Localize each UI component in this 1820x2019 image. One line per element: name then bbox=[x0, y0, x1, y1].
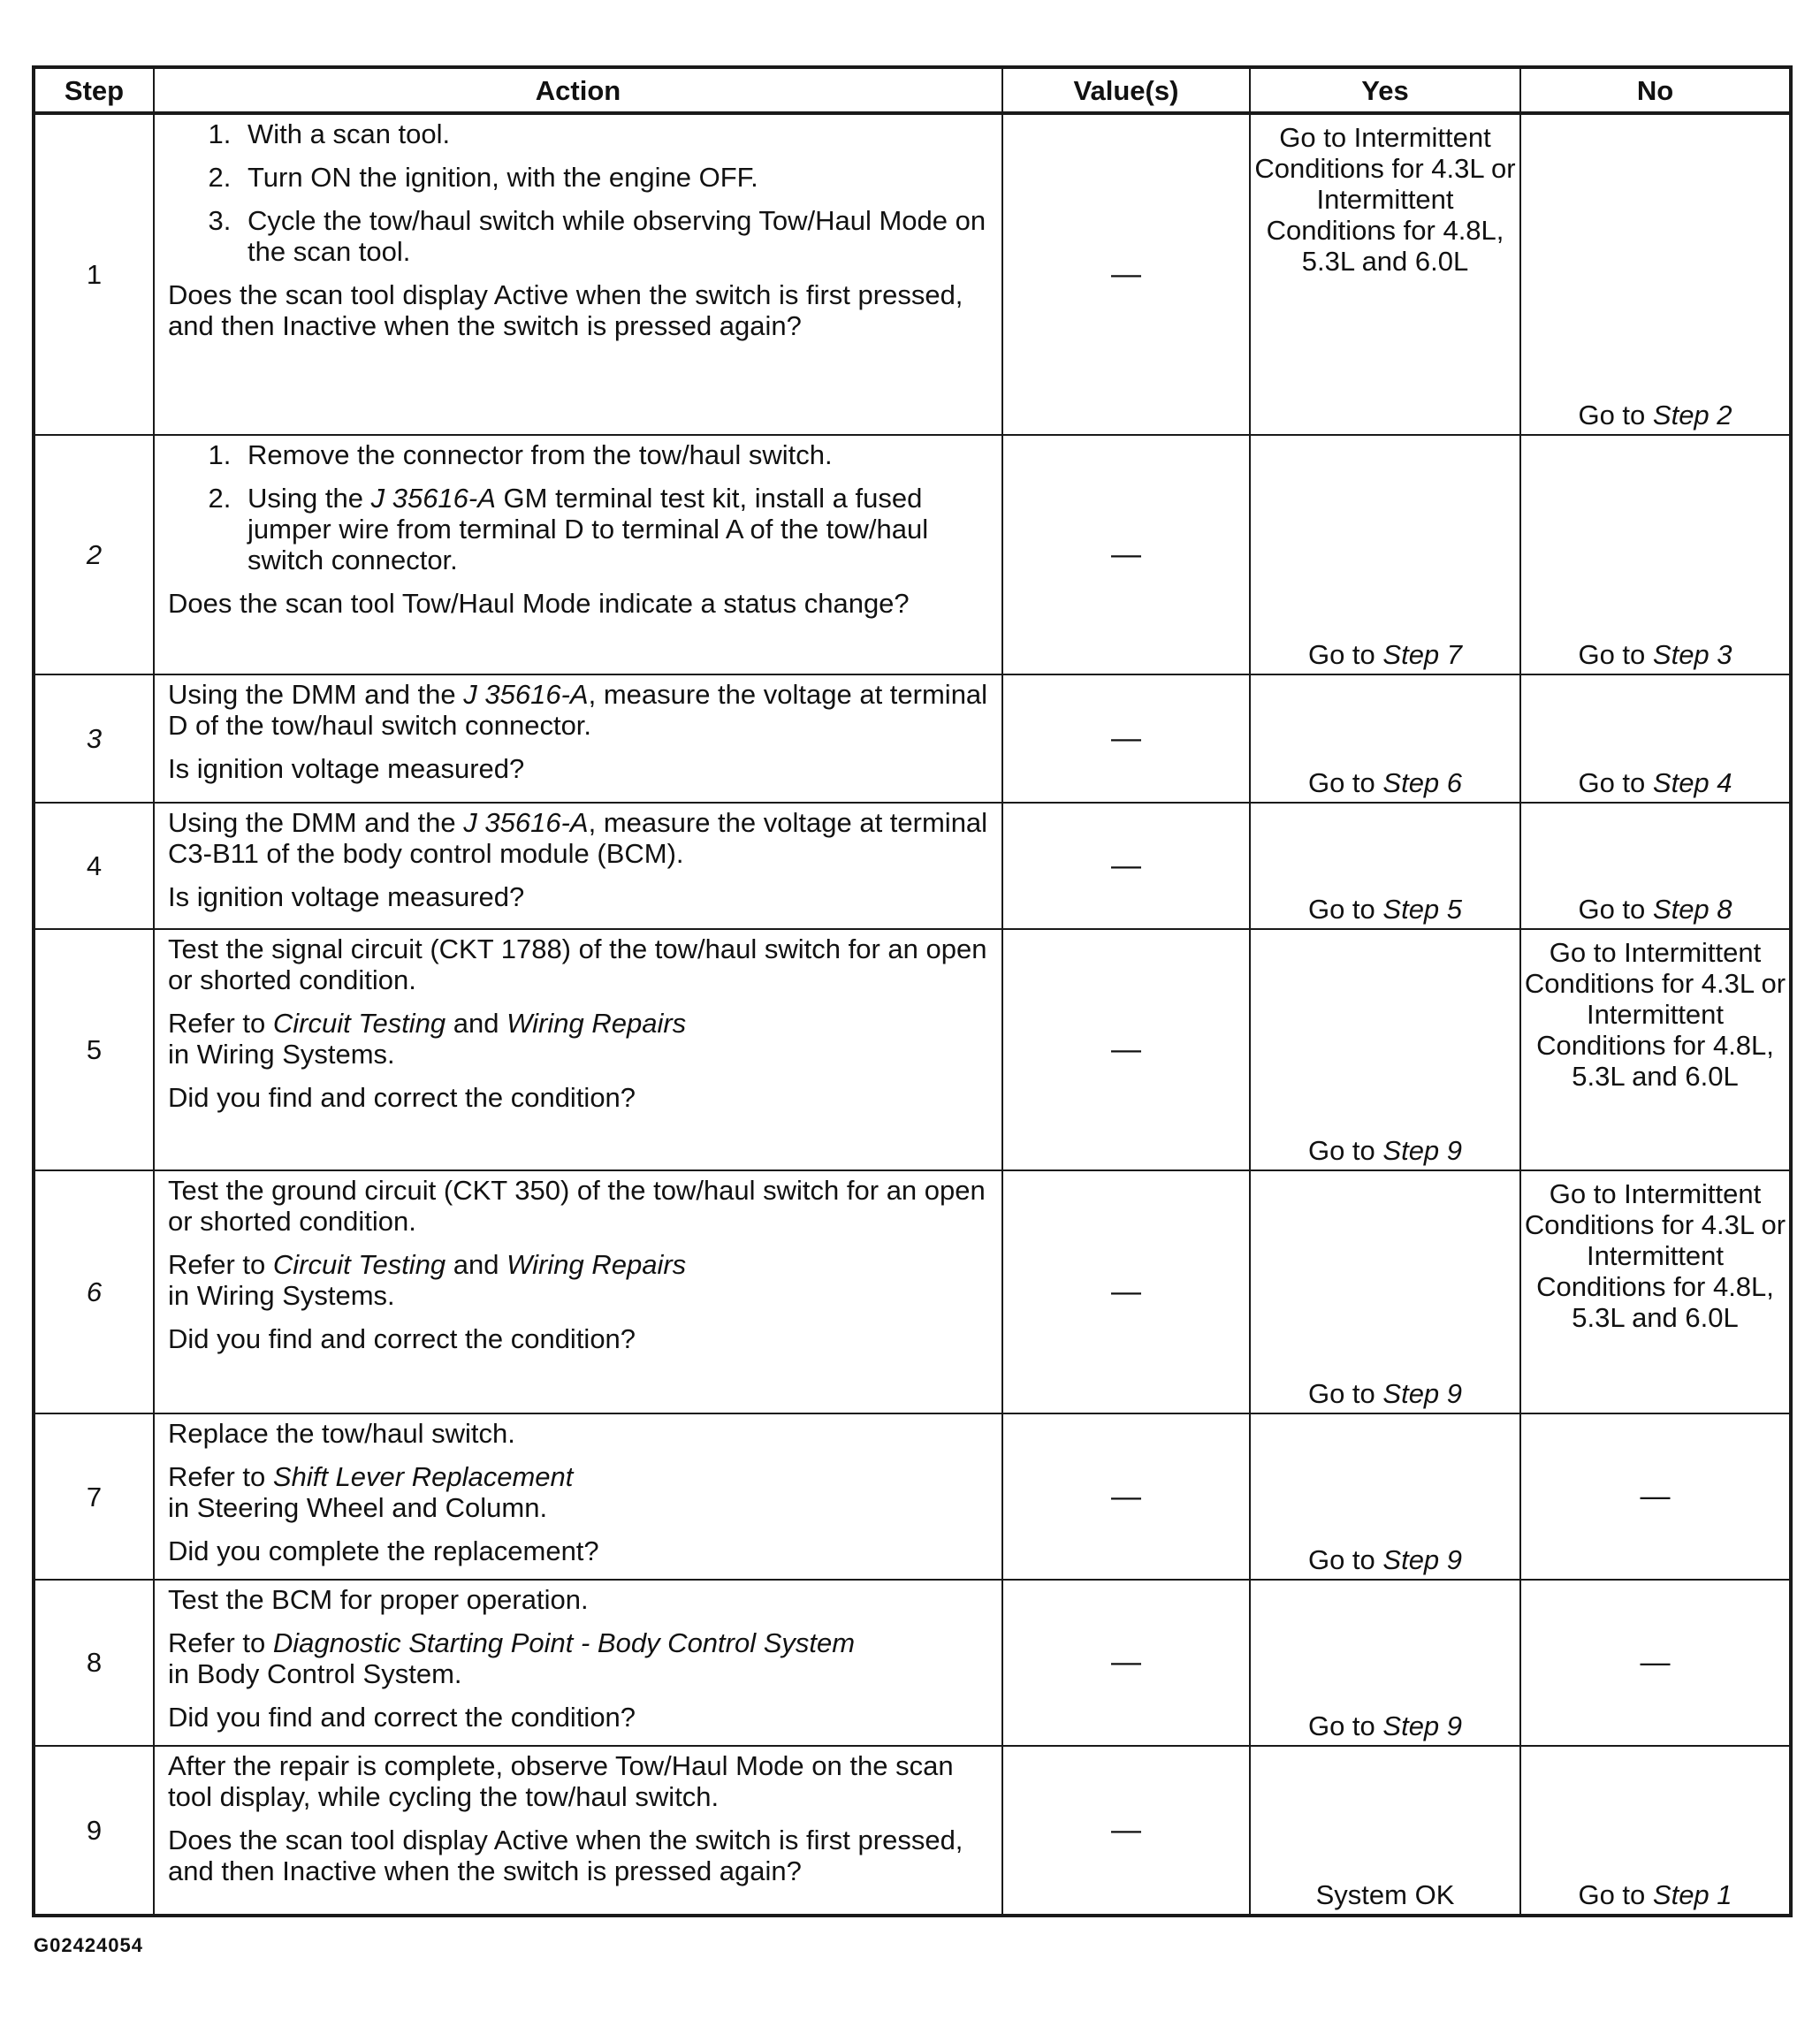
step-number: 8 bbox=[34, 1580, 154, 1746]
doc-reference: Shift Lever Replacement bbox=[272, 1461, 574, 1493]
yes-instruction: Go to Step 9 bbox=[1307, 1135, 1463, 1167]
doc-reference: Diagnostic Starting Point - Body Control System bbox=[272, 1627, 856, 1659]
table-row bbox=[34, 929, 1791, 1170]
step-link: Step 6 bbox=[1382, 767, 1463, 798]
step-number: 2 bbox=[34, 435, 154, 674]
doc-reference: Circuit Testing bbox=[272, 1008, 446, 1040]
no-cell bbox=[1520, 674, 1791, 803]
step-link: Step 7 bbox=[1382, 638, 1463, 670]
no-instruction: Go to Step 4 bbox=[1578, 767, 1732, 798]
no-instruction: — bbox=[1640, 1645, 1671, 1680]
value-cell: — bbox=[1002, 803, 1250, 929]
question-text: Did you complete the replacement? bbox=[168, 1535, 599, 1567]
no-cell bbox=[1520, 1413, 1791, 1580]
yes-cell bbox=[1250, 113, 1520, 435]
step-link: Step 9 bbox=[1382, 1135, 1463, 1167]
yes-cell bbox=[1250, 929, 1520, 1170]
step-number: 6 bbox=[34, 1170, 154, 1413]
tool-reference: J 35616-A bbox=[463, 807, 589, 838]
step-link: Step 2 bbox=[1652, 399, 1732, 430]
table-row bbox=[34, 1413, 1791, 1580]
header-step: Step bbox=[34, 67, 154, 113]
value-cell: — bbox=[1002, 1413, 1250, 1580]
action-text: Replace the tow/haul switch. bbox=[168, 1418, 515, 1450]
doc-reference: Wiring Repairs bbox=[506, 1008, 687, 1040]
action-cell bbox=[154, 929, 1002, 1170]
step-link: Step 1 bbox=[1652, 1879, 1732, 1910]
question-text: Does the scan tool display Active when the switch is first pressed, and then Inactive when the switch is pressed again? bbox=[168, 1824, 963, 1886]
yes-cell bbox=[1250, 1580, 1520, 1746]
header-values: Value(s) bbox=[1002, 67, 1250, 113]
value-cell: — bbox=[1002, 1580, 1250, 1746]
yes-cell bbox=[1250, 1413, 1520, 1580]
yes-instruction: Go to Step 7 bbox=[1307, 638, 1463, 670]
action-list bbox=[168, 118, 991, 267]
action-cell bbox=[154, 674, 1002, 803]
step-number: 1 bbox=[34, 113, 154, 435]
step-number: 3 bbox=[34, 674, 154, 803]
action-text: Test the BCM for proper operation. bbox=[168, 1584, 589, 1616]
yes-instruction: Go to Intermittent Conditions for 4.3L or Intermittent Conditions for 4.8L, 5.3L and 6.0L bbox=[1254, 122, 1516, 277]
no-instruction: Go to Step 2 bbox=[1578, 399, 1732, 430]
action-cell bbox=[154, 1170, 1002, 1413]
action-text: Using the DMM and the J 35616-A, measure the voltage at terminal C3-B11 of the body control module (BCM). bbox=[168, 807, 988, 869]
question-text: Did you find and correct the condition? bbox=[168, 1082, 636, 1114]
header-yes: Yes bbox=[1250, 67, 1520, 113]
no-cell bbox=[1520, 1580, 1791, 1746]
action-cell bbox=[154, 1580, 1002, 1746]
no-instruction: Go to Intermittent Conditions for 4.3L or Intermittent Conditions for 4.8L, 5.3L and 6.0L bbox=[1524, 937, 1786, 1093]
table-row bbox=[34, 1170, 1791, 1413]
refer-text: Refer to Circuit Testing and Wiring Repairs in Wiring Systems. bbox=[168, 1249, 687, 1312]
step-link: Step 9 bbox=[1382, 1710, 1463, 1741]
no-cell bbox=[1520, 803, 1791, 929]
list-item: 3. Cycle the tow/haul switch while observing Tow/Haul Mode on the scan tool. bbox=[239, 205, 991, 267]
question-text: Is ignition voltage measured? bbox=[168, 881, 525, 912]
value-cell: — bbox=[1002, 1170, 1250, 1413]
list-item: 2. Turn ON the ignition, with the engine OFF. bbox=[239, 162, 991, 193]
action-cell bbox=[154, 1413, 1002, 1580]
value-cell: — bbox=[1002, 1746, 1250, 1916]
step-link: Step 9 bbox=[1382, 1544, 1463, 1576]
question-text: Did you find and correct the condition? bbox=[168, 1702, 636, 1733]
no-instruction: — bbox=[1640, 1479, 1671, 1513]
header-no: No bbox=[1520, 67, 1791, 113]
yes-instruction: Go to Step 5 bbox=[1307, 894, 1463, 926]
no-cell bbox=[1520, 113, 1791, 435]
no-cell bbox=[1520, 929, 1791, 1170]
question-text: Did you find and correct the condition? bbox=[168, 1323, 636, 1355]
table-row bbox=[34, 435, 1791, 674]
refer-text: Refer to Diagnostic Starting Point - Body Control System in Body Control System. bbox=[168, 1627, 856, 1690]
table-row bbox=[34, 803, 1791, 929]
action-list bbox=[168, 439, 991, 575]
step-number: 4 bbox=[34, 803, 154, 929]
no-cell bbox=[1520, 1170, 1791, 1413]
step-link: Step 9 bbox=[1382, 1378, 1463, 1410]
no-instruction: Go to Step 8 bbox=[1578, 894, 1732, 926]
yes-cell bbox=[1250, 1170, 1520, 1413]
diagnostic-table bbox=[32, 65, 1793, 1917]
table-row bbox=[34, 674, 1791, 803]
question-text: Does the scan tool display Active when the switch is first pressed, and then Inactive when the switch is pressed again? bbox=[168, 279, 963, 341]
doc-reference: Circuit Testing bbox=[272, 1249, 446, 1281]
yes-instruction: System OK bbox=[1315, 1879, 1455, 1910]
step-number: 5 bbox=[34, 929, 154, 1170]
value-cell: — bbox=[1002, 929, 1250, 1170]
action-text: After the repair is complete, observe Tow/Haul Mode on the scan tool display, while cycling the tow/haul switch. bbox=[168, 1749, 954, 1812]
doc-reference: Wiring Repairs bbox=[506, 1249, 687, 1281]
yes-instruction: Go to Step 9 bbox=[1307, 1544, 1463, 1576]
no-cell bbox=[1520, 1746, 1791, 1916]
action-cell bbox=[154, 113, 1002, 435]
table-row bbox=[34, 113, 1791, 435]
step-number: 9 bbox=[34, 1746, 154, 1916]
list-item: 2. Using the J 35616-A GM terminal test kit, install a fused jumper wire from terminal D to terminal A of the tow/haul switch connector. bbox=[239, 483, 991, 575]
table-row bbox=[34, 1580, 1791, 1746]
list-item: 1. Remove the connector from the tow/haul switch. bbox=[239, 439, 991, 470]
no-instruction: Go to Step 3 bbox=[1578, 638, 1732, 670]
action-text: Using the DMM and the J 35616-A, measure the voltage at terminal D of the tow/haul switch connector. bbox=[168, 678, 988, 741]
yes-cell bbox=[1250, 803, 1520, 929]
action-text: Test the ground circuit (CKT 350) of the tow/haul switch for an open or shorted condition. bbox=[168, 1175, 986, 1238]
yes-cell bbox=[1250, 1746, 1520, 1916]
header-action: Action bbox=[154, 67, 1002, 113]
value-cell: — bbox=[1002, 435, 1250, 674]
step-link: Step 8 bbox=[1652, 894, 1732, 926]
refer-text: Refer to Shift Lever Replacement in Steering Wheel and Column. bbox=[168, 1461, 574, 1524]
yes-cell bbox=[1250, 435, 1520, 674]
step-number: 7 bbox=[34, 1413, 154, 1580]
list-item: 1. With a scan tool. bbox=[239, 118, 991, 149]
step-link: Step 4 bbox=[1652, 767, 1732, 798]
question-text: Does the scan tool Tow/Haul Mode indicate a status change? bbox=[168, 587, 910, 619]
action-cell bbox=[154, 435, 1002, 674]
question-text: Is ignition voltage measured? bbox=[168, 752, 525, 784]
no-instruction: Go to Step 1 bbox=[1578, 1879, 1732, 1910]
action-text: Test the signal circuit (CKT 1788) of the tow/haul switch for an open or shorted condition. bbox=[168, 933, 987, 996]
no-instruction: Go to Intermittent Conditions for 4.3L or Intermittent Conditions for 4.8L, 5.3L and 6.0L bbox=[1524, 1178, 1786, 1334]
tool-reference: J 35616-A bbox=[463, 678, 589, 710]
step-link: Step 5 bbox=[1382, 894, 1463, 926]
yes-cell bbox=[1250, 674, 1520, 803]
value-cell: — bbox=[1002, 674, 1250, 803]
tool-reference: J 35616-A bbox=[370, 482, 496, 514]
refer-text: Refer to Circuit Testing and Wiring Repairs in Wiring Systems. bbox=[168, 1008, 687, 1070]
step-link: Step 3 bbox=[1652, 638, 1732, 670]
header-row bbox=[34, 67, 1791, 113]
yes-instruction: Go to Step 6 bbox=[1307, 767, 1463, 798]
yes-instruction: Go to Step 9 bbox=[1307, 1710, 1463, 1741]
figure-id: G02424054 bbox=[34, 1934, 143, 1956]
action-cell bbox=[154, 1746, 1002, 1916]
value-cell: — bbox=[1002, 113, 1250, 435]
table-row bbox=[34, 1746, 1791, 1916]
yes-instruction: Go to Step 9 bbox=[1307, 1378, 1463, 1410]
no-cell bbox=[1520, 435, 1791, 674]
action-cell bbox=[154, 803, 1002, 929]
